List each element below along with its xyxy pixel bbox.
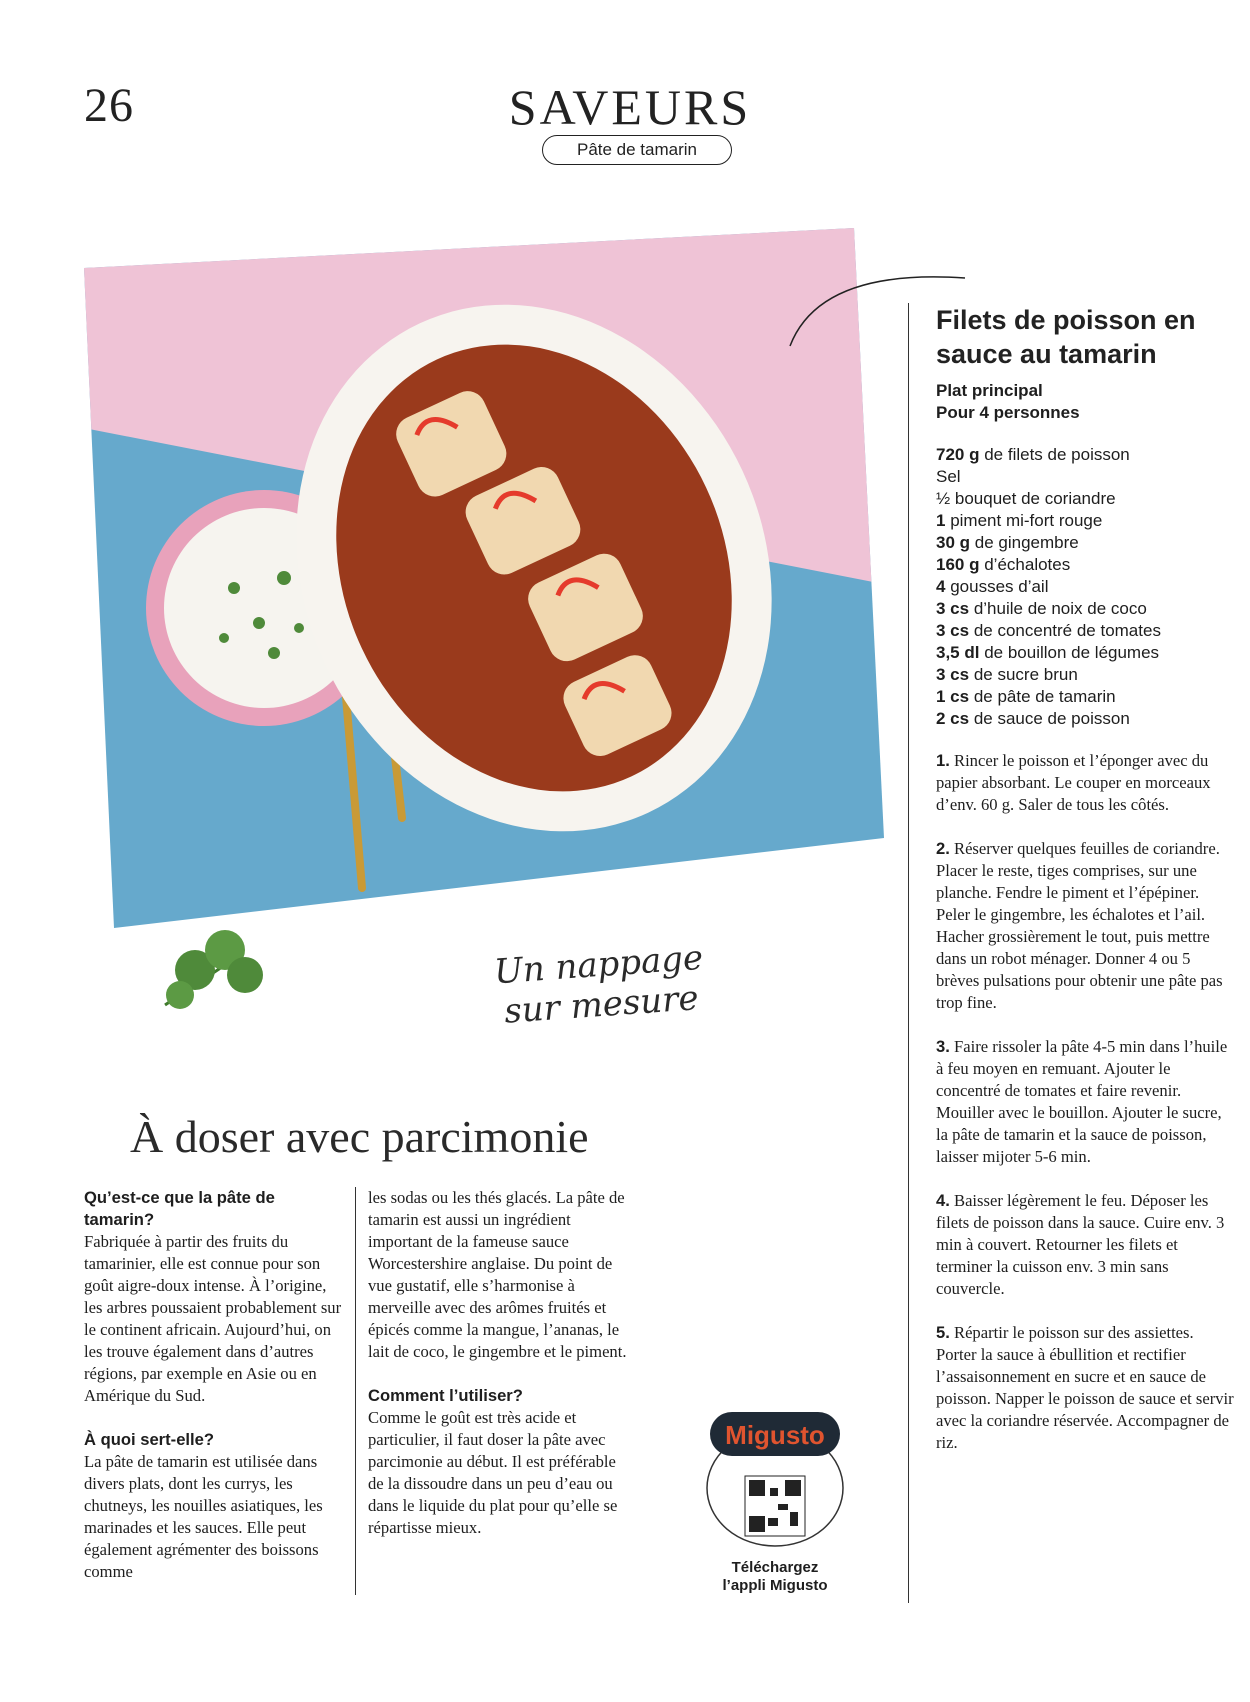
ingredient-name: de filets de poisson <box>984 445 1130 464</box>
ingredient-item <box>936 620 1161 642</box>
topic-pill: Pâte de tamarin <box>542 135 732 165</box>
promo-caption-line1: Téléchargez <box>731 1559 819 1576</box>
step-number: 5. <box>936 1323 950 1342</box>
tagline <box>468 936 733 1034</box>
recipe-step <box>936 1036 1236 1168</box>
ingredient-name: de bouillon de légumes <box>984 643 1160 662</box>
recipe-step <box>936 1322 1236 1454</box>
article-column-2 <box>368 1187 630 1561</box>
step-number: 2. <box>936 839 950 858</box>
recipe-step <box>936 838 1236 1014</box>
ingredient-quantity: 3 cs <box>936 621 970 640</box>
ingredient-name: piment mi-fort rouge <box>950 511 1103 530</box>
tagline-line1: Un nappage <box>492 937 705 993</box>
step-text: Rincer le poisson et l’éponger avec du papier absorbant. Le couper en morceaux d’env. 60 g. Saler de tous les côtés. <box>936 751 1211 814</box>
ingredient-quantity: 4 <box>936 577 946 596</box>
promo-caption-line2: l’appli Migusto <box>722 1577 828 1594</box>
step-text: Faire rissoler la pâte 4-5 min dans l’huile à feu moyen en remuant. Ajouter le concentré de tomates et faire revenir. Mouiller avec le bouillon. Ajouter le sucre, la pâte de tamarin et la sauce de poisson, laisser mijoter 5-6 min. <box>936 1037 1228 1166</box>
section-title: SAVEURS <box>508 79 752 135</box>
ingredient-name: d’échalotes <box>984 555 1071 574</box>
ingredient-quantity: 3 cs <box>936 599 970 618</box>
ingredient-item <box>936 708 1161 730</box>
ingredient-item <box>936 444 1161 466</box>
migusto-badge <box>700 1408 850 1548</box>
step-text: Répartir le poisson sur des assiettes. Porter la sauce à ébullition et rectifier l’assaisonnement en sucre et en sauce de poisson. Napper le poisson de sauce et servir avec la coriandre réservée. Accompagner de riz. <box>936 1323 1234 1452</box>
column-divider <box>908 303 909 1603</box>
ingredient-quantity: 160 g <box>936 555 980 574</box>
ingredient-item <box>936 576 1161 598</box>
article-column-1 <box>84 1187 346 1605</box>
step-text: Réserver quelques feuilles de coriandre. Placer le reste, tiges comprises, sur une planche. Fendre le piment et l’épépiner. Peler le gingembre, les échalotes et l’ail. Hacher grossièrement le tout, puis mettre dans un robot ménager. Donner 4 ou 5 brèves pulsations pour obtenir une pâte pas trop fine. <box>936 839 1223 1012</box>
article-question: À quoi sert-elle? <box>84 1430 215 1449</box>
ingredient-name: de gingembre <box>974 533 1079 552</box>
ingredient-item <box>936 466 1161 488</box>
promo-caption <box>700 1559 850 1595</box>
ingredient-item <box>936 598 1161 620</box>
step-text: Baisser légèrement le feu. Déposer les filets de poisson dans la sauce. Cuire env. 3 min à couvert. Retourner les filets et terminer la cuisson env. 3 min sans couvercle. <box>936 1191 1225 1298</box>
ingredient-quantity: 3 cs <box>936 665 970 684</box>
ingredient-name: de pâte de tamarin <box>973 687 1116 706</box>
ingredient-quantity: 1 <box>936 511 946 530</box>
ingredient-item <box>936 488 1161 510</box>
qr-code-icon <box>745 1476 805 1536</box>
ingredient-name: de sucre brun <box>973 665 1078 684</box>
ingredient-name: Sel <box>936 467 961 486</box>
ingredient-item <box>936 510 1161 532</box>
article-answer: Fabriquée à partir des fruits du tamarinier, elle est connue pour son goût aigre-doux intense. À l’origine, les arbres poussaient probablement sur le continent africain. Aujourd’hui, on les trouve également dans d’autres régions, par exemple en Asie ou en Amérique du Sud. <box>84 1232 342 1405</box>
step-number: 1. <box>936 751 950 770</box>
migusto-promo[interactable] <box>700 1408 850 1595</box>
article-paragraph: les sodas ou les thés glacés. La pâte de tamarin est aussi un ingrédient important de la fameuse sauce Worcestershire anglaise. Du point de vue gustatif, elle s’harmonise à merveille avec des arômes fruités et épicés comme la mangue, l’ananas, le lait de coco, le gingembre et le piment. <box>368 1188 627 1361</box>
ingredient-name: gousses d’ail <box>950 577 1049 596</box>
ingredient-name: ½ bouquet de coriandre <box>936 489 1116 508</box>
migusto-logo: Migusto <box>725 1420 825 1450</box>
recipe-step <box>936 1190 1236 1300</box>
recipe-step <box>936 750 1236 816</box>
recipe-course: Plat principal <box>936 381 1043 400</box>
step-number: 3. <box>936 1037 950 1056</box>
page-number: 26 <box>84 79 134 132</box>
ingredient-name: de sauce de poisson <box>973 709 1130 728</box>
ingredient-quantity: 3,5 dl <box>936 643 980 662</box>
recipe-steps <box>936 750 1236 1476</box>
article-heading: À doser avec parcimonie <box>130 1111 589 1162</box>
recipe-title: Filets de poisson en sauce au tamarin <box>936 305 1196 369</box>
column-divider <box>355 1187 356 1595</box>
article-question: Qu’est-ce que la pâte de tamarin? <box>84 1188 275 1229</box>
ingredient-item <box>936 664 1161 686</box>
ingredient-name: de concentré de tomates <box>973 621 1161 640</box>
coriander-leaf-icon <box>155 925 270 1015</box>
ingredient-quantity: 1 cs <box>936 687 970 706</box>
ingredient-quantity: 720 g <box>936 445 980 464</box>
ingredient-item <box>936 686 1161 708</box>
ingredient-quantity: 30 g <box>936 533 971 552</box>
article-answer: La pâte de tamarin est utilisée dans divers plats, dont les currys, les chutneys, les nouilles asiatiques, les marinades et les sauces. Elle peut également agrémenter des boissons comme <box>84 1452 323 1581</box>
ingredient-item <box>936 642 1161 664</box>
ingredient-item <box>936 532 1161 554</box>
ingredient-item <box>936 554 1161 576</box>
ingredient-quantity: 2 cs <box>936 709 970 728</box>
ingredient-list <box>936 444 1161 730</box>
tagline-line2: sur mesure <box>502 978 700 1032</box>
recipe-servings: Pour 4 personnes <box>936 403 1080 422</box>
step-number: 4. <box>936 1191 950 1210</box>
ingredient-name: d’huile de noix de coco <box>973 599 1147 618</box>
article-answer: Comme le goût est très acide et particulier, il faut doser la pâte avec parcimonie au début. Il est préférable de la dissoudre dans un peu d’eau ou dans le liquide du plat pour qu’elle se répartisse mieux. <box>368 1408 618 1537</box>
recipe-meta <box>936 380 1080 424</box>
article-question: Comment l’utiliser? <box>368 1386 523 1405</box>
